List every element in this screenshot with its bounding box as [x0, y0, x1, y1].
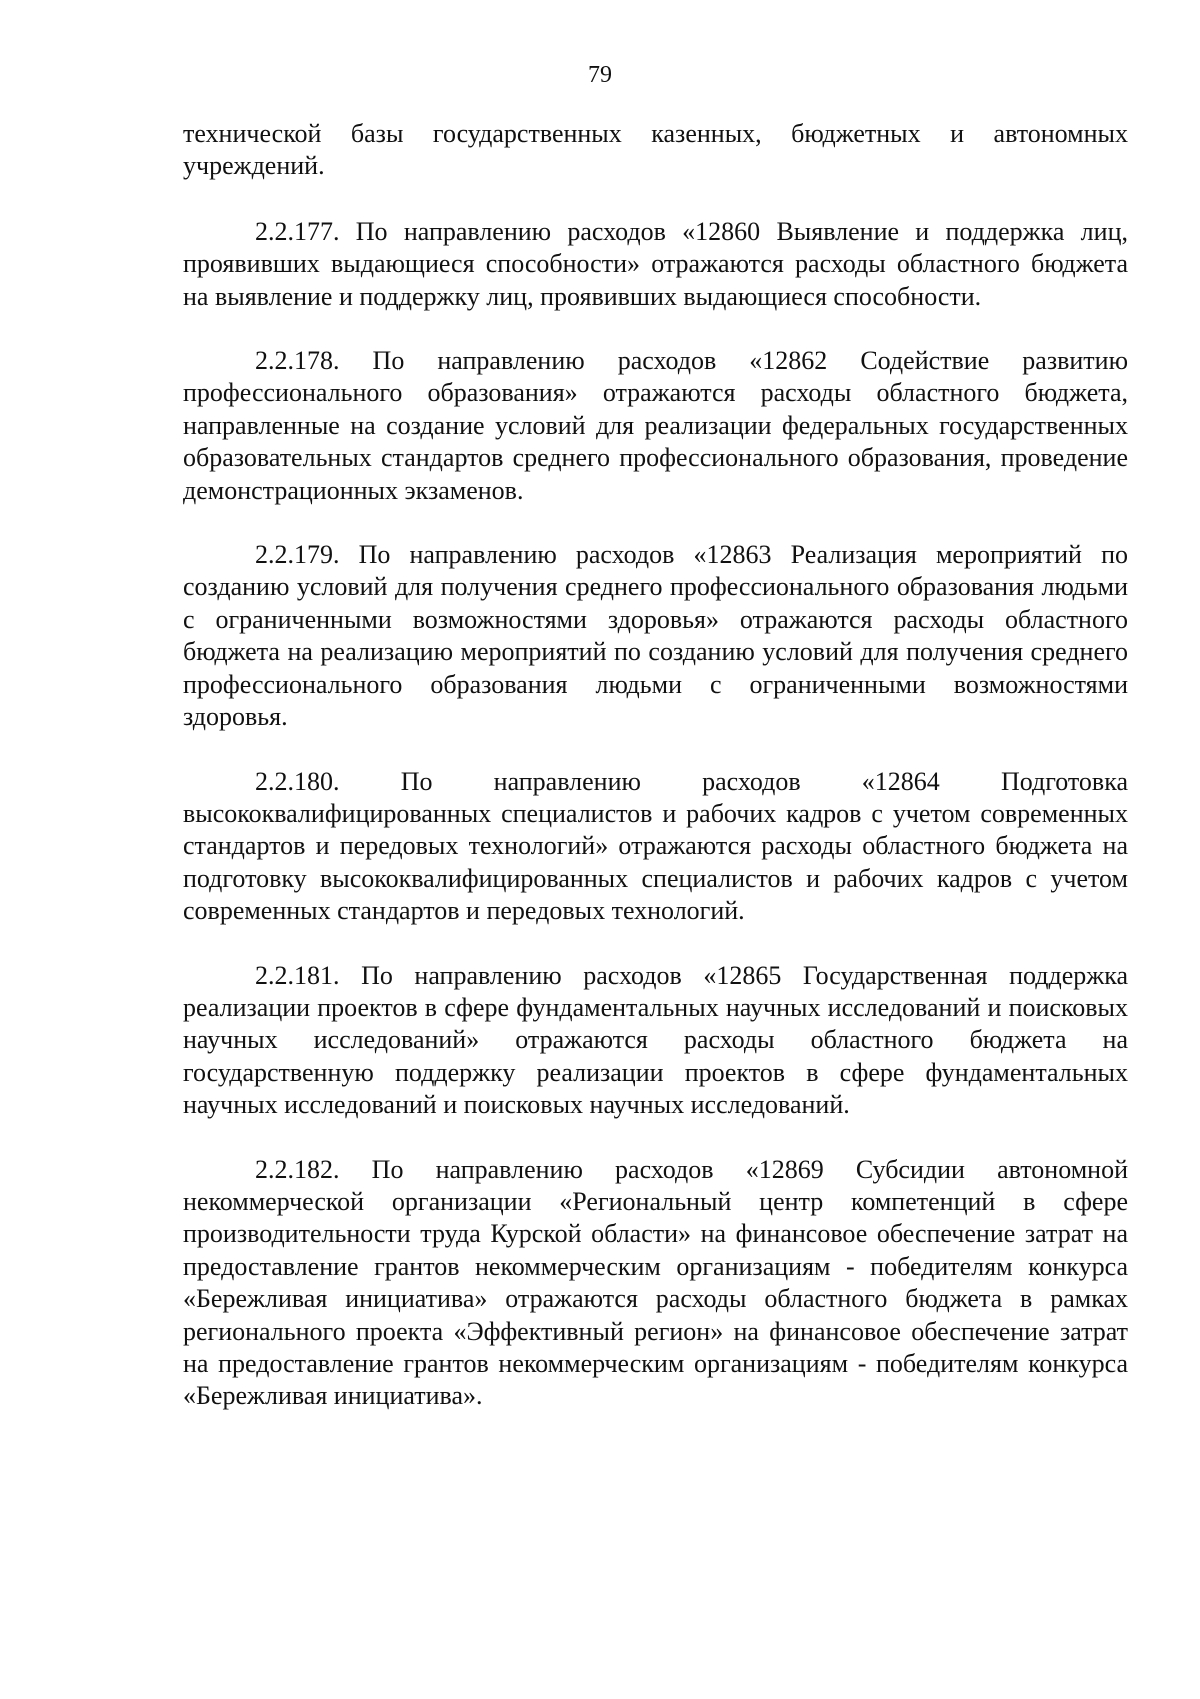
paragraph-text: По направлению расходов «12862 Содействие развитию профессионального образования» отражаются расходы областного бюджета, направленные на создание условий для реализации федеральных государственных образовательных стандартов среднего профессионального образования, проведение демонстрационных экзаменов. — [183, 346, 1128, 505]
paragraph-continuation — [183, 118, 1128, 183]
document-body — [183, 118, 1128, 1445]
paragraph-2-2-182 — [183, 1154, 1128, 1413]
paragraph-number: 2.2.182. — [255, 1154, 340, 1184]
paragraph-text: По направлению расходов «12865 Государственная поддержка реализации проектов в сфере фундаментальных научных исследований и поисковых научных исследований» отражаются расходы областного бюджета на государственную поддержку реализации проектов в сфере фундаментальных научных исследований и поисковых научных исследований. — [183, 960, 1128, 1120]
paragraph-2-2-177 — [183, 216, 1128, 313]
paragraph-text: По направлению расходов «12869 Субсидии автономной некоммерческой организации «Региональный центр компетенций в сфере производительности труда Курской области» на финансовое обеспечение затрат на предоставление грантов некоммерческим организациям - победителям конкурса «Бережливая инициатива» отражаются расходы областного бюджета в рамках регионального проекта «Эффективный регион» на финансовое обеспечение затрат на предоставление грантов некоммерческим организациям - победителям конкурса «Бережливая инициатива». — [183, 1154, 1128, 1411]
paragraph-2-2-180 — [183, 766, 1128, 928]
paragraph-text: По направлению расходов «12864 Подготовка высококвалифицированных специалистов и рабочих кадров с учетом современных стандартов и передовых технологий» отражаются расходы областного бюджета на подготовку высококвалифицированных специалистов и рабочих кадров с учетом современных стандартов и передовых технологий. — [183, 766, 1128, 926]
paragraph-2-2-178 — [183, 345, 1128, 507]
paragraph-number: 2.2.179. — [255, 540, 340, 570]
paragraph-2-2-181 — [183, 960, 1128, 1122]
paragraph-number: 2.2.177. — [255, 216, 340, 246]
paragraph-text: технической базы государственных казенных, бюджетных и автономных учреждений. — [183, 119, 1128, 181]
paragraph-number: 2.2.180. — [255, 766, 340, 796]
paragraph-2-2-179 — [183, 539, 1128, 733]
paragraph-text: По направлению расходов «12860 Выявление и поддержка лиц, проявивших выдающиеся способности» отражаются расходы областного бюджета на выявление и поддержку лиц, проявивших выдающиеся способности. — [183, 216, 1128, 311]
paragraph-text: По направлению расходов «12863 Реализация мероприятий по созданию условий для получения среднего профессионального образования людьми с ограниченными возможностями здоровья» отражаются расходы областного бюджета на реализацию мероприятий по созданию условий для получения среднего профессионального образования людьми с ограниченными возможностями здоровья. — [183, 540, 1128, 732]
paragraph-number: 2.2.181. — [255, 960, 340, 990]
page-number: 79 — [588, 62, 612, 88]
paragraph-number: 2.2.178. — [255, 346, 340, 376]
